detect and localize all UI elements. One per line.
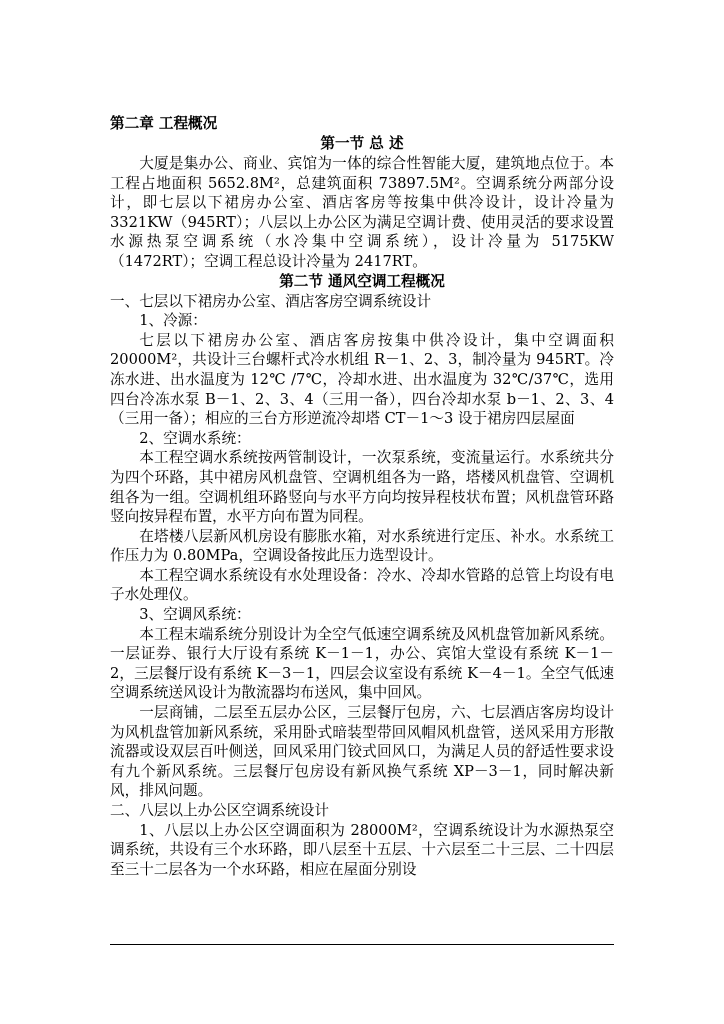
- document-page: [110, 114, 614, 879]
- item3-heading: 3、空调风系统：: [139, 606, 251, 624]
- item1-heading: 1、冷源：: [139, 312, 207, 330]
- item2-paragraph-3: 本工程空调水系统设有水处理设备：冷水、冷却水管路的总管上均设有电子水处理仪。: [110, 566, 614, 604]
- part2-item1-paragraph: 1、八层以上办公区空调面积为 28000M²，空调系统设计为水源热泵空调系统，共设有三个水环路，即八层至十五层、十六层至二十三层、二十四层至三十二层各为一个水环路，相应在屋面分别设: [110, 821, 614, 878]
- item3-paragraph-1: 本工程末端系统分别设计为全空气低速空调系统及风机盘管加新风系统。一层证券、银行大厅设有系统 K－1－1，办公、宾馆大堂设有系统 K－1－2，三层餐厅设有系统 K－3－1，四层会议室设有系统 K－4－1。全空气低速空调系统送风设计为散流器均布送风，集中回风。: [110, 625, 614, 702]
- section1-title: 第一节 总 述: [320, 135, 404, 152]
- footer-divider: [110, 944, 614, 945]
- item1-paragraph: 七层以下裙房办公室、酒店客房按集中供冷设计，集中空调面积 20000M²，共设计三台螺杆式冷水机组 R－1、2、3，制冷量为 945RT。冷冻水进、出水温度为 12℃ /7℃，冷却水进、出水温度为 32℃/37℃，选用四台冷冻水泵 B－1、2、3、4（三用一备），四台冷却水泵 b－1、2、3、4（三用一备）；相应的三台方形逆流冷却塔 CT－1～3 设于裙房四层屋面: [110, 331, 614, 428]
- section1-paragraph: 大厦是集办公、商业、宾馆为一体的综合性智能大厦，建筑地点位于。本工程占地面积 5652.8M²，总建筑面积 73897.5M²。空调系统分两部分设计，即七层以下裙房办公室、酒店客房等按集中供冷设计，设计冷量为 3321KW（945RT）；八层以上办公区为满足空调计费、使用灵活的要求设置水源热泵空调系统（水冷集中空调系统），设计冷量为 5175KW（1472RT）；空调工程总设计冷量为 2417RT。: [110, 155, 614, 270]
- item2-heading: 2、空调水系统：: [139, 429, 251, 447]
- section2-title: 第二节 通风空调工程概况: [279, 272, 445, 290]
- part1-heading: 一、七层以下裙房办公室、酒店客房空调系统设计: [110, 292, 432, 310]
- item2-paragraph-1: 本工程空调水系统按两管制设计，一次泵系统，变流量运行。水系统共分为四个环路，其中裙房风机盘管、空调机组各为一路，塔楼风机盘管、空调机组各为一组。空调机组环路竖向与水平方向均按异程枝状布置；风机盘管环路竖向按异程布置，水平方向布置为同程。: [110, 449, 614, 526]
- chapter-title: 第二章 工程概况: [110, 115, 218, 132]
- part2-heading: 二、八层以上办公区空调系统设计: [110, 802, 329, 819]
- item2-paragraph-2: 在塔楼八层新风机房设有膨胀水箱，对水系统进行定压、补水。水系统工作压力为 0.80MPa，空调设备按此压力选型设计。: [110, 527, 614, 565]
- item3-paragraph-2: 一层商铺，二层至五层办公区，三层餐厅包房，六、七层酒店客房均设计为风机盘管加新风系统，采用卧式暗装型带回风帽风机盘管，送风采用方形散流器或设双层百叶侧送，回风采用门铰式回风口，为满足人员的舒适性要求设有九个新风系统。三层餐厅包房设有新风换气系统 XP－3－1，同时解决新风，排风问题。: [110, 704, 614, 800]
